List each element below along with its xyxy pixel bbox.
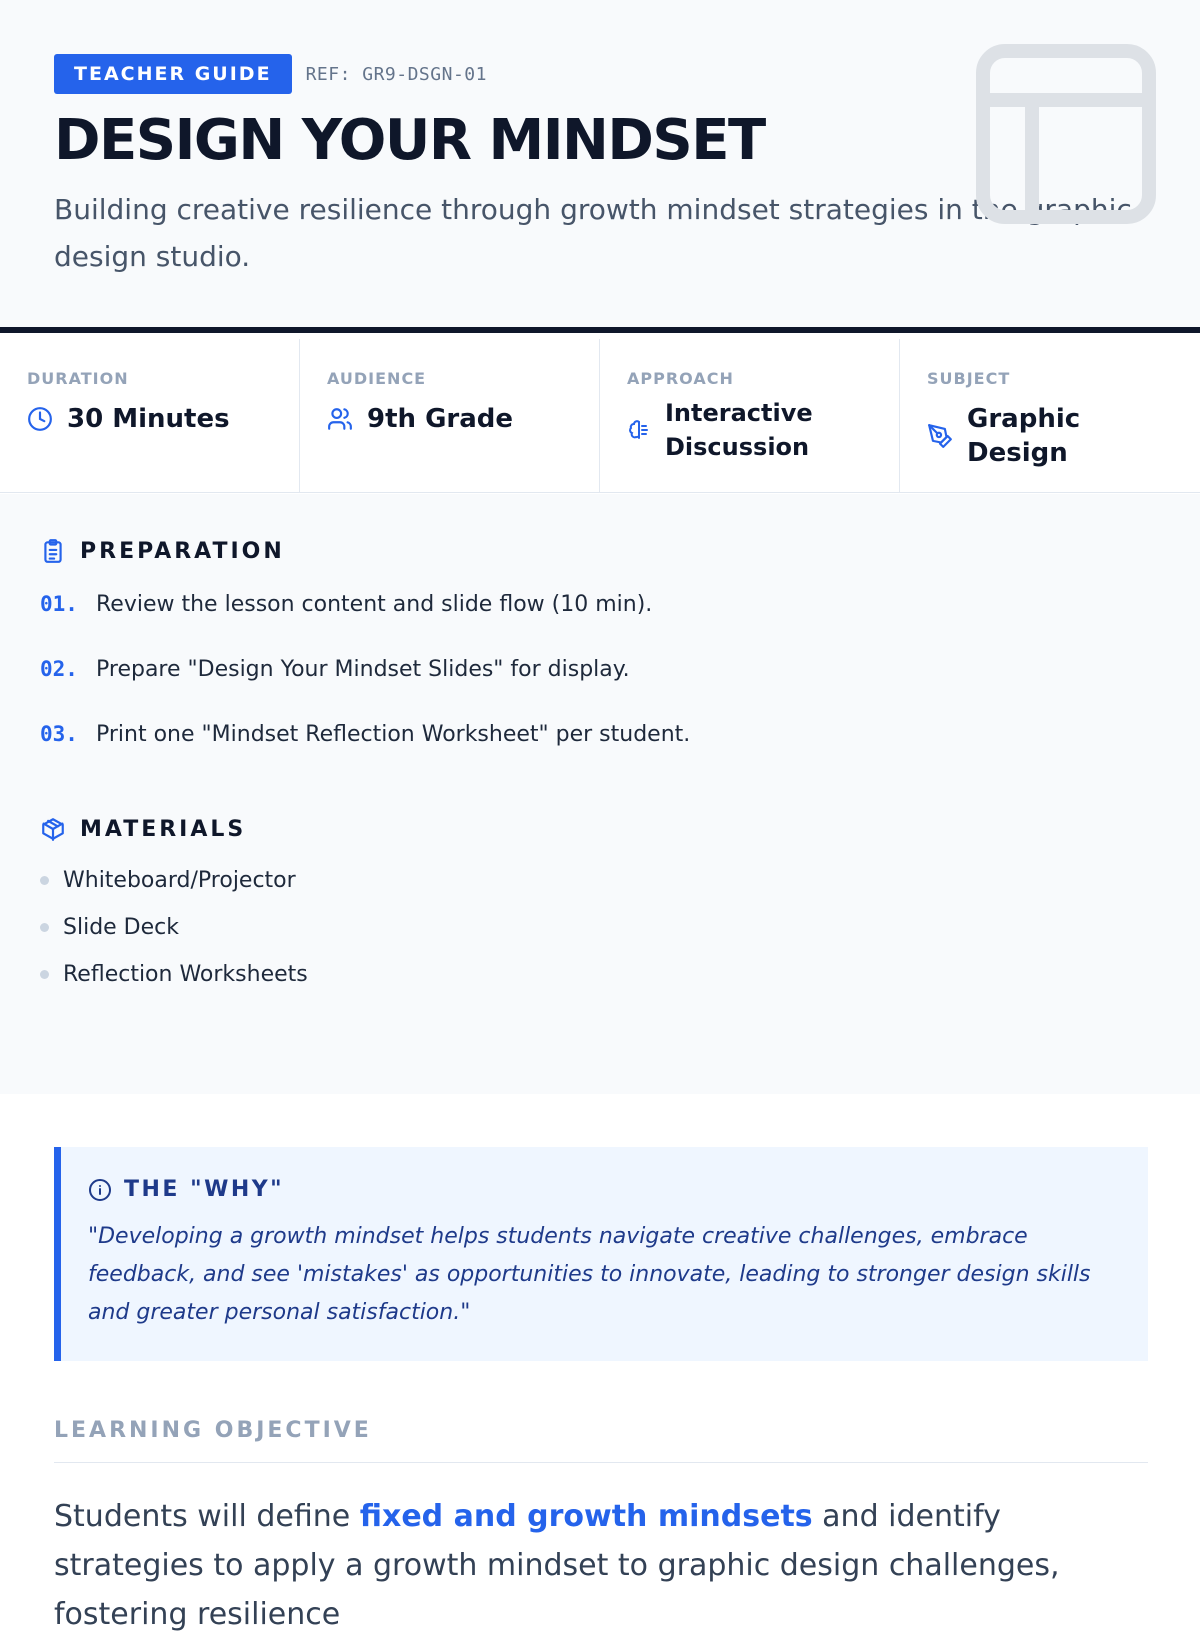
clock-icon bbox=[27, 406, 53, 432]
page-subtitle: Building creative resilience through growth mindset strategies in the graphic design studio. bbox=[54, 193, 1132, 273]
preparation-panel bbox=[0, 494, 1200, 1094]
meta-audience bbox=[300, 339, 600, 493]
step-number: 01. bbox=[40, 592, 78, 616]
material-item: Whiteboard/Projector bbox=[40, 868, 296, 893]
prep-step bbox=[40, 722, 690, 747]
lesson-meta bbox=[0, 339, 1200, 493]
step-number: 03. bbox=[40, 722, 78, 746]
meta-value: Graphic Design bbox=[967, 404, 1081, 468]
badge-row bbox=[54, 54, 487, 94]
meta-value: Interactive Discussion bbox=[665, 399, 813, 461]
teacher-guide-badge: TEACHER GUIDE bbox=[54, 54, 292, 94]
users-icon bbox=[327, 406, 353, 432]
step-number: 02. bbox=[40, 657, 78, 681]
meta-label: AUDIENCE bbox=[327, 369, 427, 388]
pen-tool-icon bbox=[927, 423, 953, 449]
reference-code: REF: GR9-DSGN-01 bbox=[305, 63, 487, 85]
info-icon bbox=[88, 1178, 112, 1202]
why-heading: THE "WHY" bbox=[88, 1177, 1148, 1202]
objective-highlight: fixed and growth mindsets bbox=[359, 1499, 813, 1534]
brain-icon bbox=[627, 418, 651, 442]
page-title: DESIGN YOUR MINDSET bbox=[54, 108, 765, 173]
objective-label: LEARNING OBJECTIVE bbox=[54, 1418, 372, 1443]
meta-label: DURATION bbox=[27, 369, 129, 388]
bullet bbox=[40, 970, 49, 979]
meta-duration bbox=[0, 339, 300, 493]
bullet bbox=[40, 876, 49, 885]
meta-label: SUBJECT bbox=[927, 369, 1011, 388]
objective-text: Students will define fixed and growth mindsets and identify strategies to apply a growth mindset to graphic design challenges, fostering resilience bbox=[54, 1499, 1060, 1632]
meta-value: 30 Minutes bbox=[67, 404, 230, 434]
material-item: Slide Deck bbox=[40, 915, 179, 940]
bullet bbox=[40, 923, 49, 932]
prep-step bbox=[40, 592, 652, 617]
materials-heading: MATERIALS bbox=[40, 816, 246, 842]
layout-icon bbox=[976, 44, 1156, 224]
why-quote: "Developing a growth mindset helps students navigate creative challenges, embrace feedback, and see 'mistakes' as opportunities to innovate, leading to stronger design skills and greater personal satisfaction." bbox=[88, 1224, 1091, 1325]
guide-header bbox=[0, 0, 1200, 333]
preparation-heading: PREPARATION bbox=[40, 538, 285, 564]
meta-subject bbox=[900, 339, 1200, 493]
material-item: Reflection Worksheets bbox=[40, 962, 308, 987]
why-callout bbox=[54, 1147, 1148, 1361]
package-icon bbox=[40, 816, 66, 842]
prep-step bbox=[40, 657, 630, 682]
meta-value: 9th Grade bbox=[367, 404, 514, 434]
step-text: Print one "Mindset Reflection Worksheet" per student. bbox=[96, 722, 691, 747]
meta-label: APPROACH bbox=[627, 369, 734, 388]
step-text: Prepare "Design Your Mindset Slides" for display. bbox=[96, 657, 630, 682]
meta-approach bbox=[600, 339, 900, 493]
clipboard-icon bbox=[40, 538, 66, 564]
divider bbox=[54, 1462, 1148, 1463]
step-text: Review the lesson content and slide flow (10 min). bbox=[96, 592, 653, 617]
